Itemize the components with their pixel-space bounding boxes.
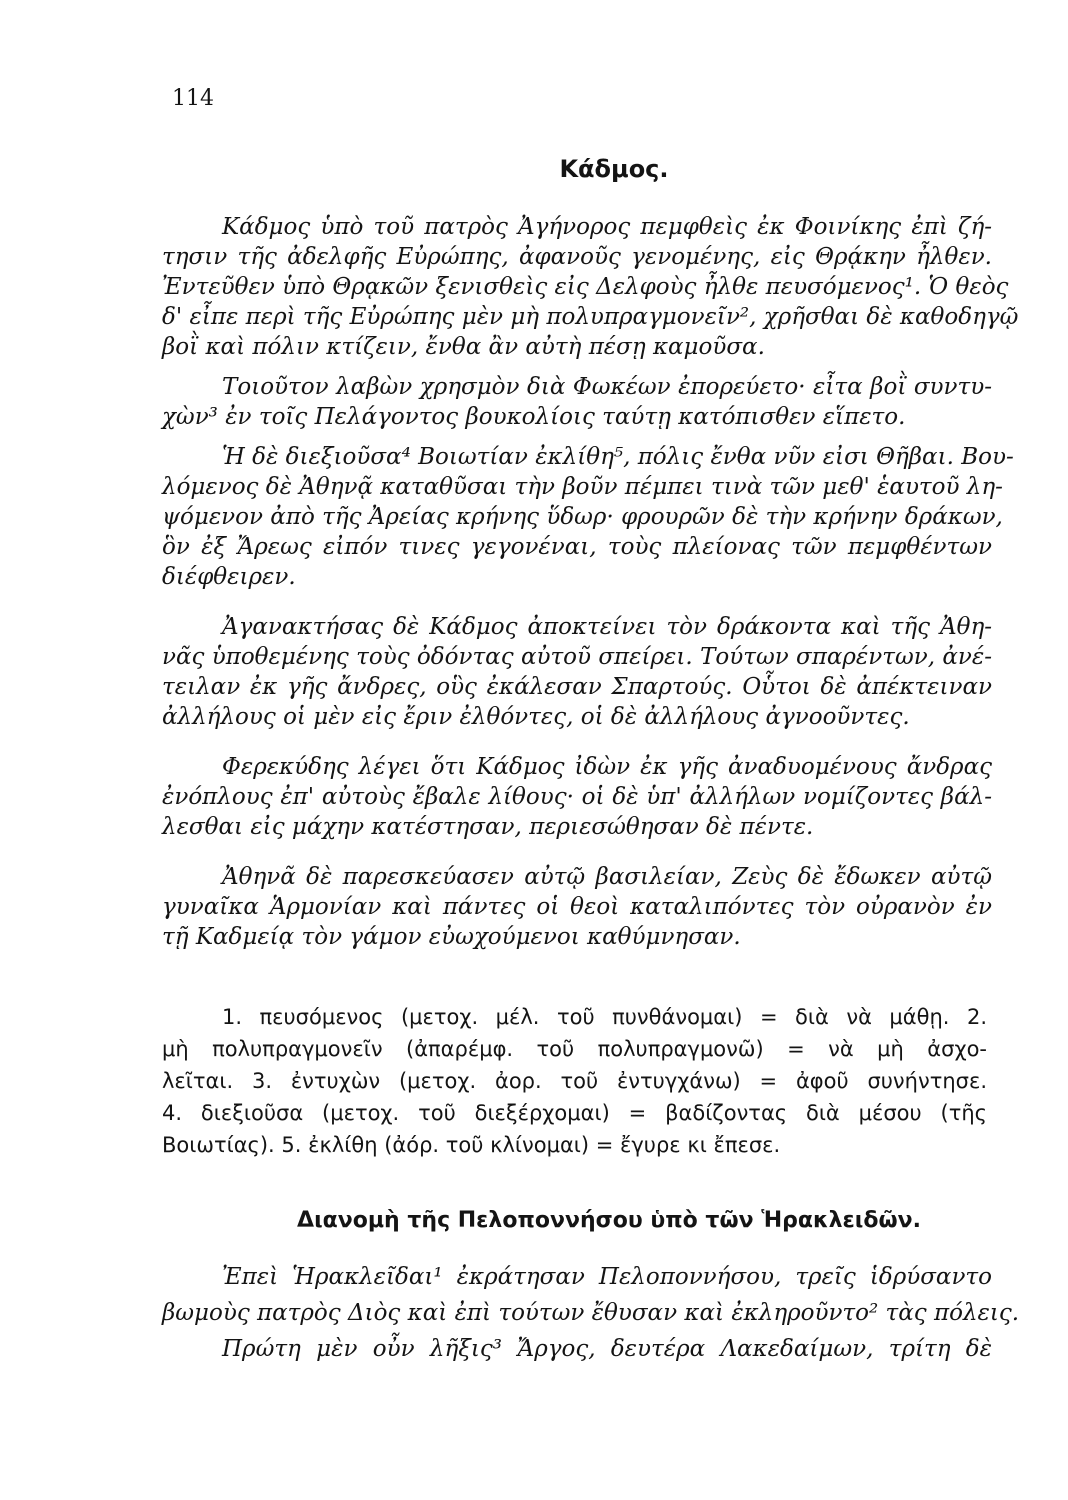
section-title-2: Διανομὴ τῆς Πελοποννήσου ὑπὸ τῶν Ἡρακλειδῶν.	[297, 1208, 921, 1233]
text-line: τησιν τῆς ἀδελφῆς Εὐρώπης, ἀφανοῦς γενομένης, εἰς Θρᾴκην ἦλθεν.	[162, 244, 992, 270]
section-title: Κάδμος.	[559, 155, 669, 183]
text-line: Ἀθηνᾶ δὲ παρεσκεύασεν αὐτῷ βασιλείαν, Ζεὺς δὲ ἔδωκεν αὐτῷ	[222, 864, 992, 890]
text-line: Ἐντεῦθεν ὑπὸ Θρᾳκῶν ξενισθεὶς εἰς Δελφοὺς ἦλθε πευσόμενος¹. Ὁ θεὸς	[162, 274, 1009, 300]
footnote-line: λεῖται. 3. ἐντυχὼν (μετοχ. ἀορ. τοῦ ἐντυγχάνω) = ἀφοῦ συνήντησε.	[162, 1069, 987, 1093]
text-line: χὼν³ ἐν τοῖς Πελάγοντος βουκολίοις ταύτῃ κατόπισθεν εἵπετο.	[162, 404, 906, 430]
text-line: διέφθειρεν.	[162, 564, 296, 590]
text-line: ἐνόπλους ἐπ' αὐτοὺς ἔβαλε λίθους· οἱ δὲ ὑπ' ἀλλήλων νομίζοντες βάλ-	[162, 784, 992, 810]
text-line: Ἐπεὶ Ἡρακλεῖδαι¹ ἐκράτησαν Πελοποννήσου, τρεῖς ἱδρύσαντο	[222, 1264, 992, 1290]
text-line: Κάδμος ὑπὸ τοῦ πατρὸς Ἀγήνορος πεμφθεὶς ἐκ Φοινίκης ἐπὶ ζή-	[222, 214, 992, 240]
text-line: δ' εἶπε περὶ τῆς Εὐρώπης μὲν μὴ πολυπραγμονεῖν², χρῆσθαι δὲ καθοδηγῷ	[162, 304, 1019, 330]
footnote-line: μὴ πολυπραγμονεῖν (ἀπαρέμφ. τοῦ πολυπραγμονῶ) = νὰ μὴ ἀσχο-	[162, 1037, 987, 1061]
text-line: βωμοὺς πατρὸς Διὸς καὶ ἐπὶ τούτων ἔθυσαν καὶ ἐκληροῦντο² τὰς πόλεις.	[162, 1300, 1020, 1326]
text-line: Ἀγανακτήσας δὲ Κάδμος ἀποκτείνει τὸν δράκοντα καὶ τῆς Ἀθη-	[222, 614, 992, 640]
page-number: 114	[172, 86, 214, 111]
text-line: τειλαν ἐκ γῆς ἄνδρες, οὓς ἐκάλεσαν Σπαρτούς. Οὗτοι δὲ ἀπέκτειναν	[162, 674, 992, 700]
text-line: Φερεκύδης λέγει ὅτι Κάδμος ἰδὼν ἐκ γῆς ἀναδυομένους ἄνδρας	[222, 754, 992, 780]
text-line: Ἡ δὲ διεξιοῦσα⁴ Βοιωτίαν ἐκλίθη⁵, πόλις ἔνθα νῦν εἰσι Θῆβαι. Βου-	[222, 444, 1014, 470]
text-line: ψόμενον ἀπὸ τῆς Ἀρείας κρήνης ὕδωρ· φρουρῶν δὲ τὴν κρήνην δράκων,	[162, 504, 1003, 530]
text-line: λεσθαι εἰς μάχην κατέστησαν, περιεσώθησαν δὲ πέντε.	[162, 814, 814, 840]
text-line: Τοιοῦτον λαβὼν χρησμὸν διὰ Φωκέων ἐπορεύετο· εἶτα βοῒ συντυ-	[222, 374, 992, 400]
footnote-line: 4. διεξιοῦσα (μετοχ. τοῦ διεξέρχομαι) = βαδίζοντας διὰ μέσου (τῆς	[162, 1101, 987, 1125]
text-line: Πρώτη μὲν οὖν λῆξις³ Ἄργος, δευτέρα Λακεδαίμων, τρίτη δὲ	[222, 1336, 992, 1362]
text-line: νᾶς ὑποθεμένης τοὺς ὀδόντας αὐτοῦ σπείρει. Τούτων σπαρέντων, ἀνέ-	[162, 644, 992, 670]
text-line: λόμενος δὲ Ἀθηνᾷ καταθῦσαι τὴν βοῦν πέμπει τινὰ τῶν μεθ' ἑαυτοῦ λη-	[162, 474, 1003, 500]
text-line: γυναῖκα Ἁρμονίαν καὶ πάντες οἱ θεοὶ καταλιπόντες τὸν οὐρανὸν ἐν	[162, 894, 992, 920]
text-line: βοῒ καὶ πόλιν κτίζειν, ἔνθα ἂν αὐτὴ πέσῃ καμοῦσα.	[162, 334, 765, 360]
text-line: ἀλλήλους οἱ μὲν εἰς ἔριν ἐλθόντες, οἱ δὲ ἀλλήλους ἀγνοοῦντες.	[162, 704, 910, 730]
text-line: ὃν ἐξ Ἄρεως εἰπόν τινες γεγονέναι, τοὺς πλείονας τῶν πεμφθέντων	[162, 534, 992, 560]
footnote-line: 1. πευσόμενος (μετοχ. μέλ. τοῦ πυνθάνομαι) = διὰ νὰ μάθῃ. 2.	[222, 1005, 987, 1029]
text-line: τῇ Καδμείᾳ τὸν γάμον εὐωχούμενοι καθύμνησαν.	[162, 924, 741, 950]
footnote-line: Βοιωτίας). 5. ἐκλίθη (ἀόρ. τοῦ κλίνομαι) = ἔγυρε κι ἔπεσε.	[162, 1133, 781, 1157]
